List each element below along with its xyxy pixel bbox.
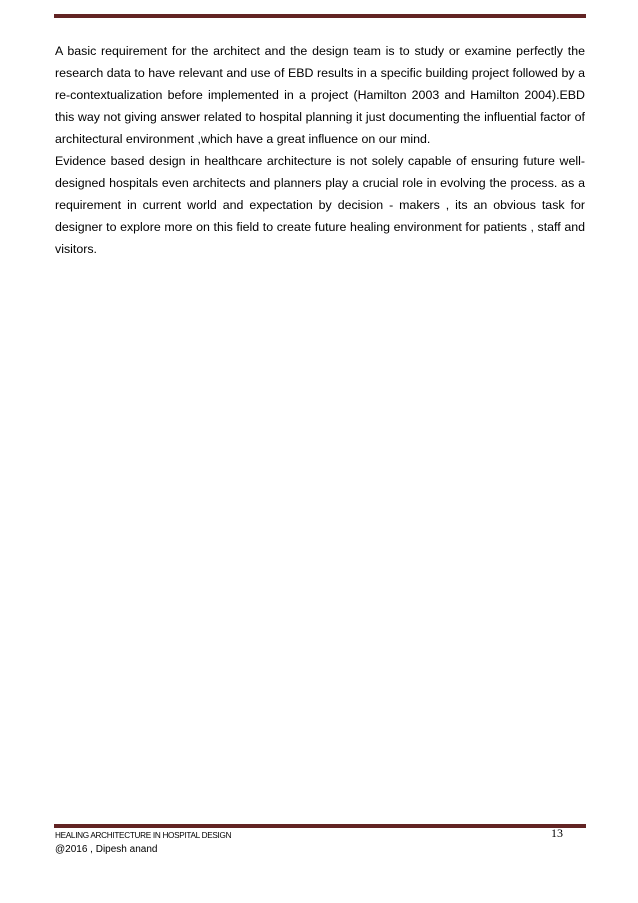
paragraph-ebd-requirement: A basic requirement for the architect and the design team is to study or examine perfectly the research data to have relevant and use of EBD results in a specific building project followed by a re-contextualization before implemented in a project (Hamilton 2003 and Hamilton 2004).EBD this way not giving answer related to hospital planning it just documenting the influential factor of architectural environment ,which have a great influence on our mind.: [55, 44, 585, 146]
header-rule: [54, 14, 586, 18]
page-number: 13: [551, 826, 563, 840]
body-text: [55, 40, 585, 260]
footer-title: HEALING ARCHITECTURE IN HOSPITAL DESIGN: [55, 831, 232, 840]
footer-credit: @2016 , Dipesh anand: [55, 844, 158, 855]
footer-rule: [54, 824, 586, 828]
paragraph-ebd-healthcare: Evidence based design in healthcare architecture is not solely capable of ensuring future well-designed hospitals even architects and planners play a crucial role in evolving the process. as a requirement in current world and expectation by decision - makers , its an obvious task for designer to explore more on this field to create future healing environment for patients , staff and visitors.: [55, 154, 585, 256]
